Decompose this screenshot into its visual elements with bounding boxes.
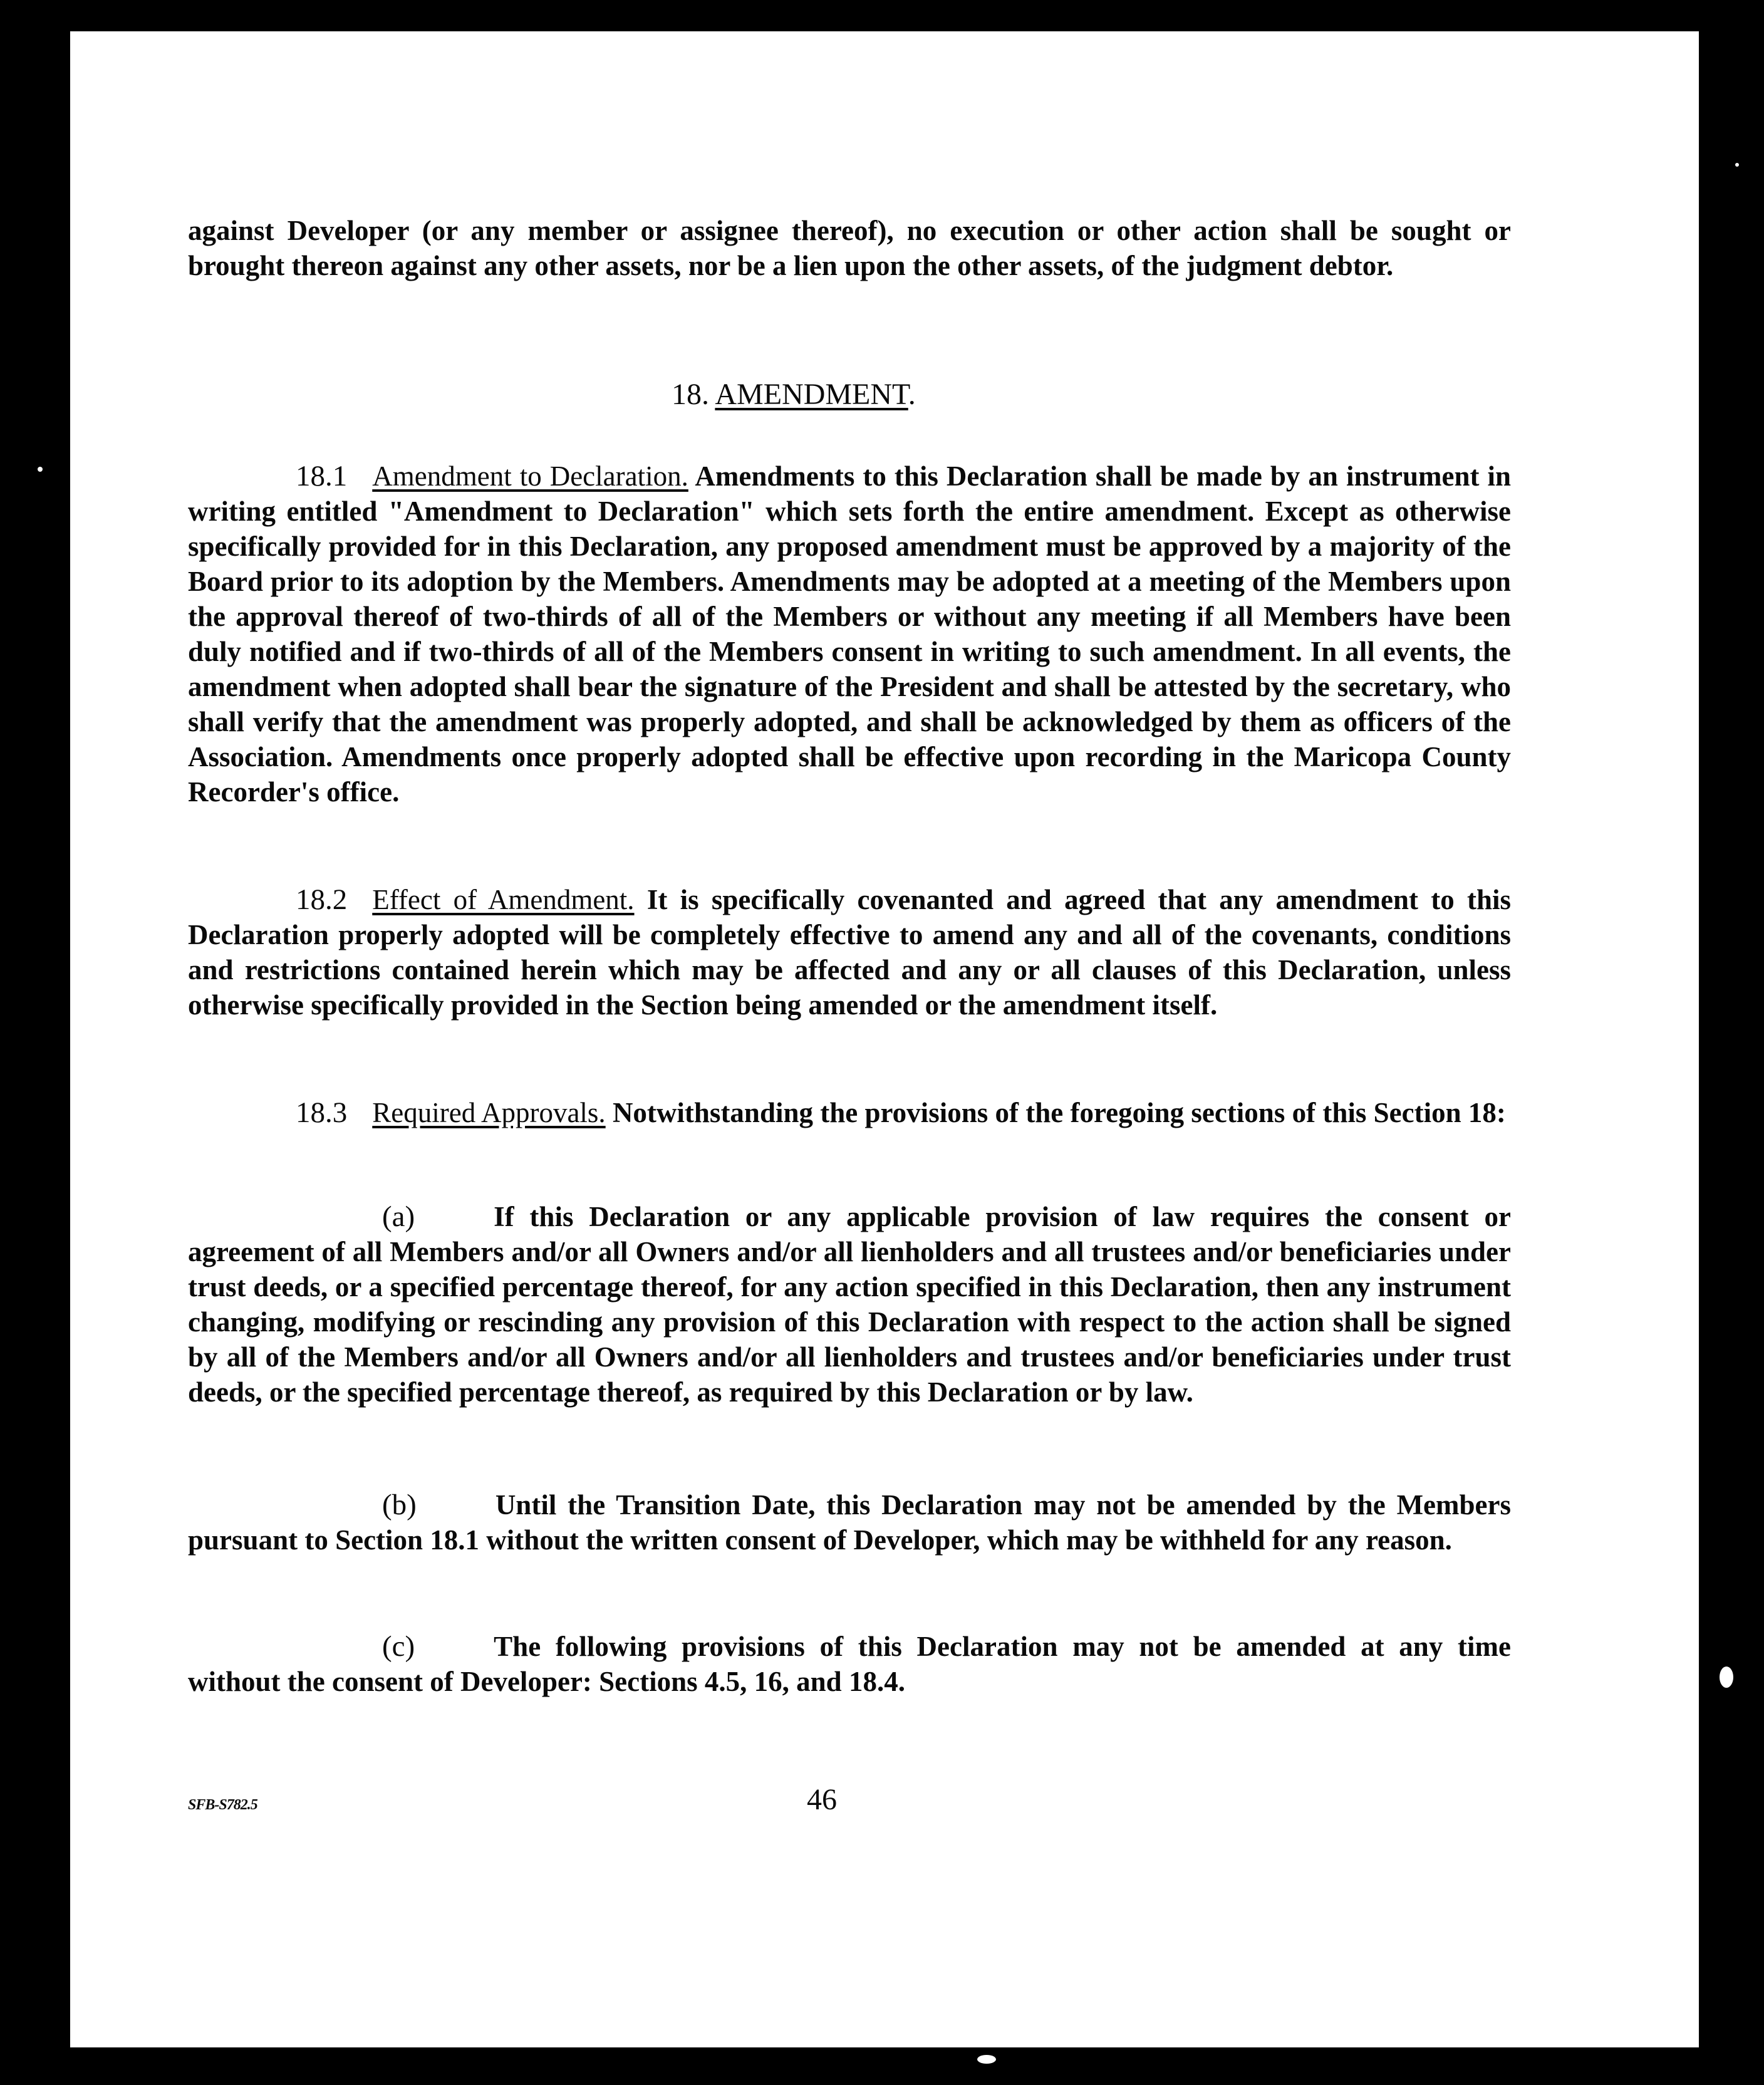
clause-text: Until the Transition Date, this Declaration may not be amended by the Members pursuant to Section 18.1 without the written consent of Developer, which may be withheld for any reason. [188, 1489, 1511, 1556]
subsection-number: 18.2 [296, 883, 348, 916]
intro-text: against Developer (or any member or assignee thereof), no execution or other action shall be sought or brought thereon against any other assets, nor be a lien upon the other assets, of the judgment debtor. [188, 215, 1511, 281]
subsection-text: Amendments to this Declaration shall be made by an instrument in writing entitled "Amendment to Declaration" which sets forth the entire amendment. Except as otherwise specifically provided for in this Declaration, any proposed amendment must be approved by a majority of the Board prior to its adoption by the Members. Amendments may be adopted at a meeting of the Members upon the approval thereof of two-thirds of all of the Members or without any meeting if all Members have been duly notified and if two-thirds of all of the Members consent in writing to such amendment. In all events, the amendment when adopted shall bear the signature of the President and shall be attested by the secretary, who shall verify that the amendment was properly adopted, and shall be acknowledged by them as officers of the Association. Amendments once properly adopted shall be effective upon recording in the Maricopa County Recorder's office. [188, 460, 1511, 808]
clause-label: (a) [382, 1200, 415, 1233]
clause-a [188, 1199, 1511, 1410]
clause-text: If this Declaration or any applicable provision of law requires the consent or agreement of all Members and/or all Owners and/or all lienholders and all trustees and/or beneficiaries under trust deeds, or a specified percentage thereof, for any action specified in this Declaration, then any instrument changing, modifying or rescinding any provision of this Declaration with respect to the action shall be signed by all of the Members and/or all Owners and/or all lienholders and trustees and/or beneficiaries under trust deeds, or the specified percentage thereof, as required by this Declaration or by law. [188, 1201, 1511, 1408]
subsection-title: Required Approvals. [372, 1097, 606, 1128]
subsection-18-3 [188, 1095, 1511, 1130]
scan-speck [38, 467, 43, 472]
document-page [70, 31, 1699, 2047]
subsection-text: It is specifically covenanted and agreed that any amendment to this Declaration properly adopted will be completely effective to amend any and all of the covenants, conditions and restrictions contained herein which may be affected and any or all clauses of this Declaration, unless otherwise specifically provided in the Section being amended or the amendment itself. [188, 884, 1511, 1021]
scan-speck [1735, 163, 1739, 167]
intro-paragraph [188, 213, 1511, 283]
subsection-title: Effect of Amendment. [372, 884, 635, 915]
subsection-title: Amendment to Declaration. [372, 460, 688, 492]
section-heading [672, 377, 916, 412]
clause-c [188, 1629, 1511, 1699]
page-number: 46 [807, 1783, 837, 1816]
subsection-number: 18.3 [296, 1096, 348, 1129]
subsection-text: Notwithstanding the provisions of the foregoing sections of this Section 18: [612, 1097, 1506, 1128]
section-title-suffix: . [908, 378, 916, 411]
clause-text: The following provisions of this Declaration may not be amended at any time without the consent of Developer: Sections 4.5, 16, and 18.4. [188, 1631, 1511, 1697]
scan-speck [977, 2055, 996, 2064]
clause-label: (c) [382, 1630, 415, 1663]
clause-label: (b) [382, 1489, 417, 1521]
subsection-number: 18.1 [296, 460, 348, 492]
subsection-18-2 [188, 882, 1511, 1022]
scan-speck [1720, 1666, 1733, 1688]
section-number: 18. [672, 378, 709, 411]
section-title: AMENDMENT [715, 378, 908, 411]
clause-b [188, 1487, 1511, 1557]
footer-document-code: SFB-S782.5 [188, 1797, 257, 1813]
subsection-18-1 [188, 459, 1511, 809]
